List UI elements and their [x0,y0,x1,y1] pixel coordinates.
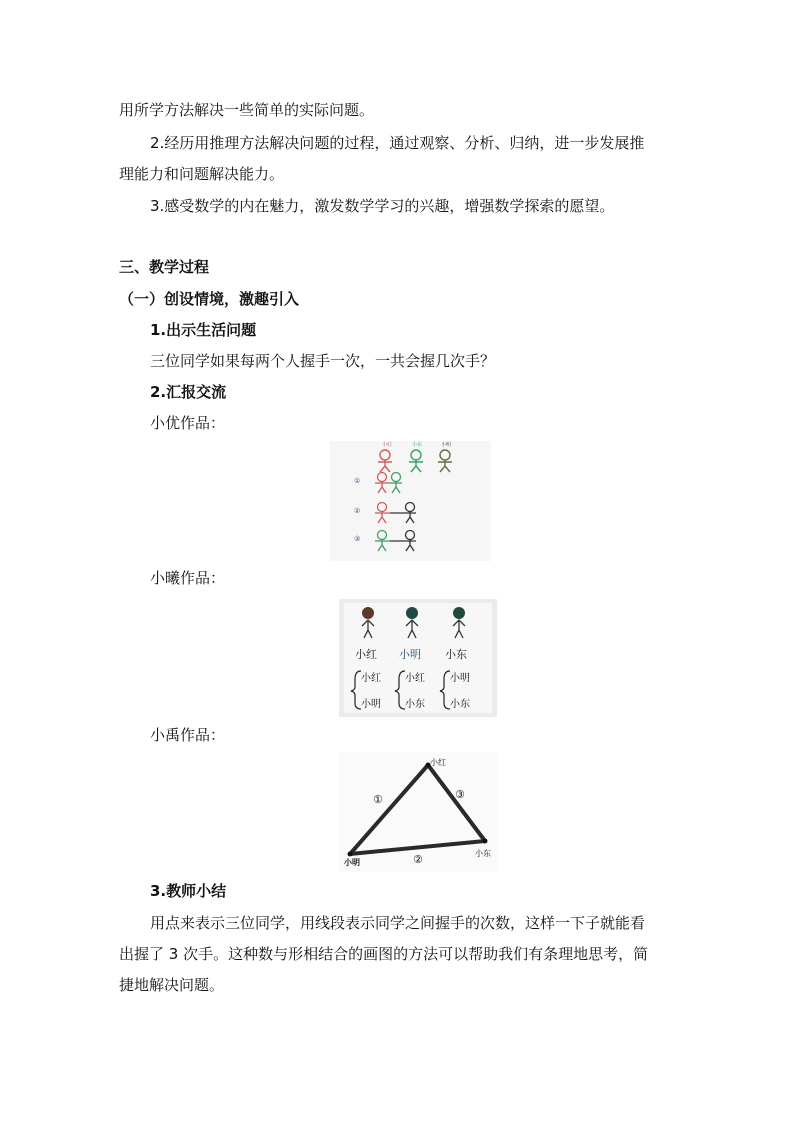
figure-xiaoyou [330,441,491,561]
figure2-pair-name: 小明 [361,699,381,710]
question-text: 三位同学如果每两个人握手一次，一共会握几次手？ [150,352,496,370]
triangle-vertex-label: 小红 [430,758,446,767]
figure2-name: 小东 [445,648,467,661]
figure2-pair-name: 小东 [405,699,425,710]
figure1-marker: ② [354,507,361,515]
work-label: 小优作品： [150,414,226,432]
figure2-pair-name: 小红 [361,673,381,684]
summary-line: 用点来表示三位同学，用线段表示同学之间握手的次数，这样一下子就能看 [150,914,646,932]
figure1-top-label: 小东 [412,442,423,448]
triangle-edge-label: ① [373,793,383,806]
figure2-name: 小红 [355,648,377,661]
work-label: 小禹作品： [150,726,226,744]
figure1-marker: ③ [354,535,361,543]
summary-line: 捷地解决问题。 [119,976,225,994]
triangle-vertex-label: 小明 [344,858,360,867]
paragraph-line: 2.经历用推理方法解决问题的过程，通过观察、分析、归纳，进一步发展推 [150,134,645,152]
drawing-stick-figures [330,441,491,561]
triangle-edge-label: ③ [455,788,465,801]
section-heading: 三、教学过程 [119,258,210,276]
drawing-names-brackets [339,599,497,717]
paragraph-line: 3.感受数学的内在魅力，激发数学学习的兴趣，增强数学探索的愿望。 [150,197,615,215]
triangle-edge-label: ② [413,853,423,866]
summary-line: 出握了 3 次手。这种数与形相结合的画图的方法可以帮助我们有条理地思考，简 [119,945,649,963]
figure1-top-label: 小明 [441,442,452,448]
work-label: 小曦作品： [150,569,226,587]
paragraph-line: 用所学方法解决一些简单的实际问题。 [119,101,375,119]
figure-xiaoyu [339,752,497,872]
figure-xiaoxi [339,599,497,717]
triangle-vertex-label: 小东 [475,849,491,858]
item-heading: 1.出示生活问题 [150,321,257,339]
figure1-marker: ① [354,477,361,485]
item-heading: 2.汇报交流 [150,383,227,401]
figure2-pair-name: 小红 [405,673,425,684]
item-heading: 3.教师小结 [150,882,227,900]
figure1-top-label: 小红 [382,442,393,448]
figure2-name: 小明 [399,648,421,661]
figure2-pair-name: 小明 [450,673,470,684]
figure2-pair-name: 小东 [450,699,470,710]
drawing-triangle [339,752,497,872]
paragraph-line: 理能力和问题解决能力。 [119,165,285,183]
subsection-heading: （一）创设情境，激趣引入 [119,290,300,308]
